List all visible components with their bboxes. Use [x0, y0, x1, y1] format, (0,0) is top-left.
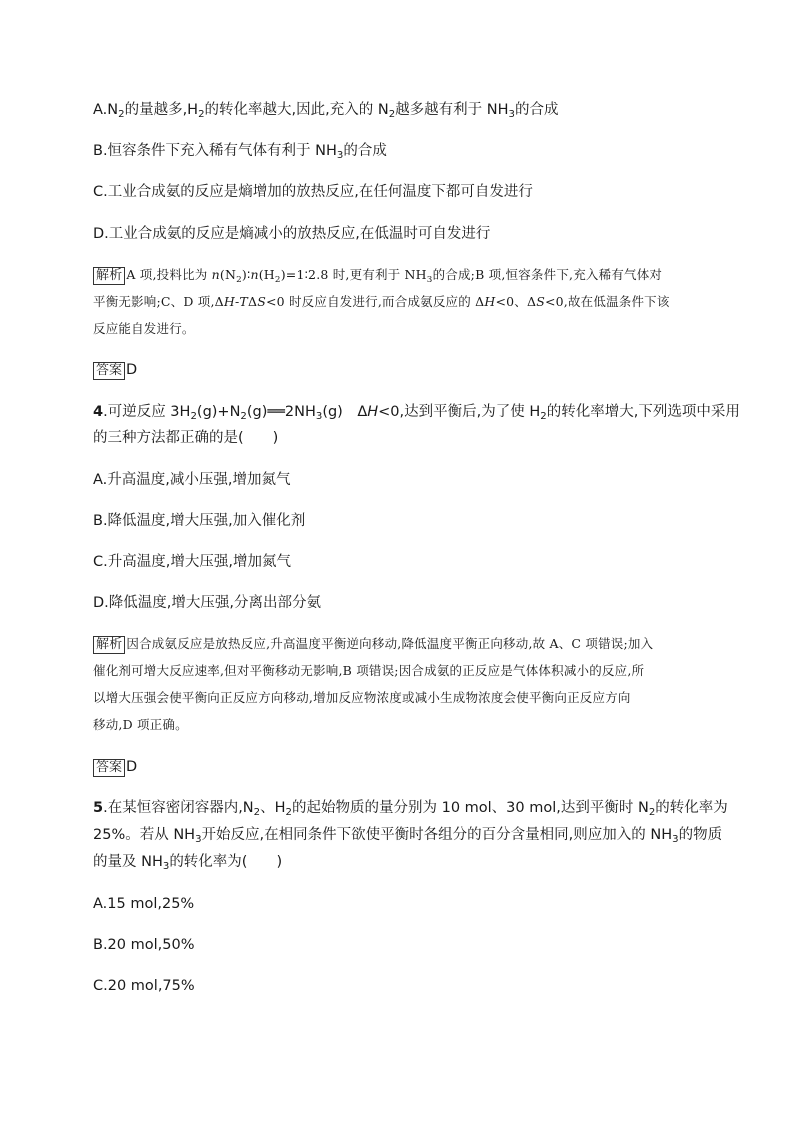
q5-stem-line-3: 的量及 $NH_3$的转化率为( )	[93, 854, 283, 872]
q4-option-a: A.升高温度,减小压强,增加氮气	[93, 472, 291, 488]
q5-option-c: C.20 mol,75%	[93, 978, 195, 994]
q3-answer-value: D	[126, 362, 138, 378]
q5-option-b: B.20 mol,50%	[93, 937, 195, 953]
q4-explanation-line-3: 以增大压强会使平衡向正反应方向移动,增加反应物浓度或减小生成物浓度会使平衡向正反应方向	[93, 690, 631, 705]
explanation-tag: 解析	[93, 267, 125, 285]
q3-option-a: $A.N_2$的量越多$,H_2$的转化率越大,因此,充入的 $N_2$越多越有利于 $NH_3$的合成	[93, 102, 559, 120]
q3-explanation-line-2: 平衡无影响;C、D 项,ΔH-TΔS<0 时反应自发进行,而合成氨反应的 ΔH<0、ΔS<0,故在低温条件下该	[93, 294, 670, 309]
q5-stem-line-1: 5.在某恒容密闭容器内$,N_2$、$H_2$的起始物质的量分别为 10 mol、30 mol,达到平衡时 $N_2$的转化率为	[93, 800, 728, 818]
equilibrium-arrow: ══	[267, 404, 285, 420]
q4-explanation-line-2: 催化剂可增大反应速率,但对平衡移动无影响,B 项错误;因合成氨的正反应是气体体积减小的反应,所	[93, 663, 645, 678]
answer-tag: 答案	[93, 759, 125, 777]
answer-tag: 答案	[93, 362, 125, 380]
q3-answer	[93, 360, 137, 380]
q5-option-a: A.15 mol,25%	[93, 896, 195, 912]
q4-stem-line-2: 的三种方法都正确的是( )	[93, 430, 279, 446]
q4-explanation-line-4: 移动,D 项正确。	[93, 717, 188, 732]
q4-option-d: D.降低温度,增大压强,分离出部分氨	[93, 595, 321, 611]
q4-answer-value: D	[126, 759, 138, 775]
q4-answer	[93, 757, 137, 777]
q3-option-c: C.工业合成氨的反应是熵增加的放热反应,在任何温度下都可自发进行	[93, 184, 533, 200]
q4-option-b: B.降低温度,增大压强,加入催化剂	[93, 513, 306, 529]
q4-option-c: C.升高温度,增大压强,增加氮气	[93, 554, 291, 570]
q3-option-b: B.恒容条件下充入稀有气体有利于 $NH_3$的合成	[93, 143, 387, 161]
q3-explanation-line-1: 解析 A 项,投料比为 $n(N_2)∶n(H_2)=1∶2.8$ 时,更有利于 $NH_3$的合成;B 项,恒容条件下,充入稀有气体对	[93, 265, 662, 285]
q3-option-d: D.工业合成氨的反应是熵减小的放热反应,在低温时可自发进行	[93, 226, 491, 242]
q5-stem-line-2: 25%。若从 $NH_3$开始反应,在相同条件下欲使平衡时各组分的百分含量相同,则应加入的 $NH_3$的物质	[93, 827, 723, 845]
q4-explanation-line-1: 解析 因合成氨反应是放热反应,升高温度平衡逆向移动,降低温度平衡正向移动,故 A、C 项错误;加入	[93, 634, 653, 654]
explanation-tag: 解析	[93, 636, 125, 654]
q4-stem-line-1: 4.可逆反应 $3H_2(g)+N_2(g)══2NH_3(g)$ ΔH<0,达到平衡后,为了使 $H_2$的转化率增大,下列选项中采用	[93, 404, 740, 422]
q3-explanation-line-3: 反应能自发进行。	[93, 321, 195, 336]
